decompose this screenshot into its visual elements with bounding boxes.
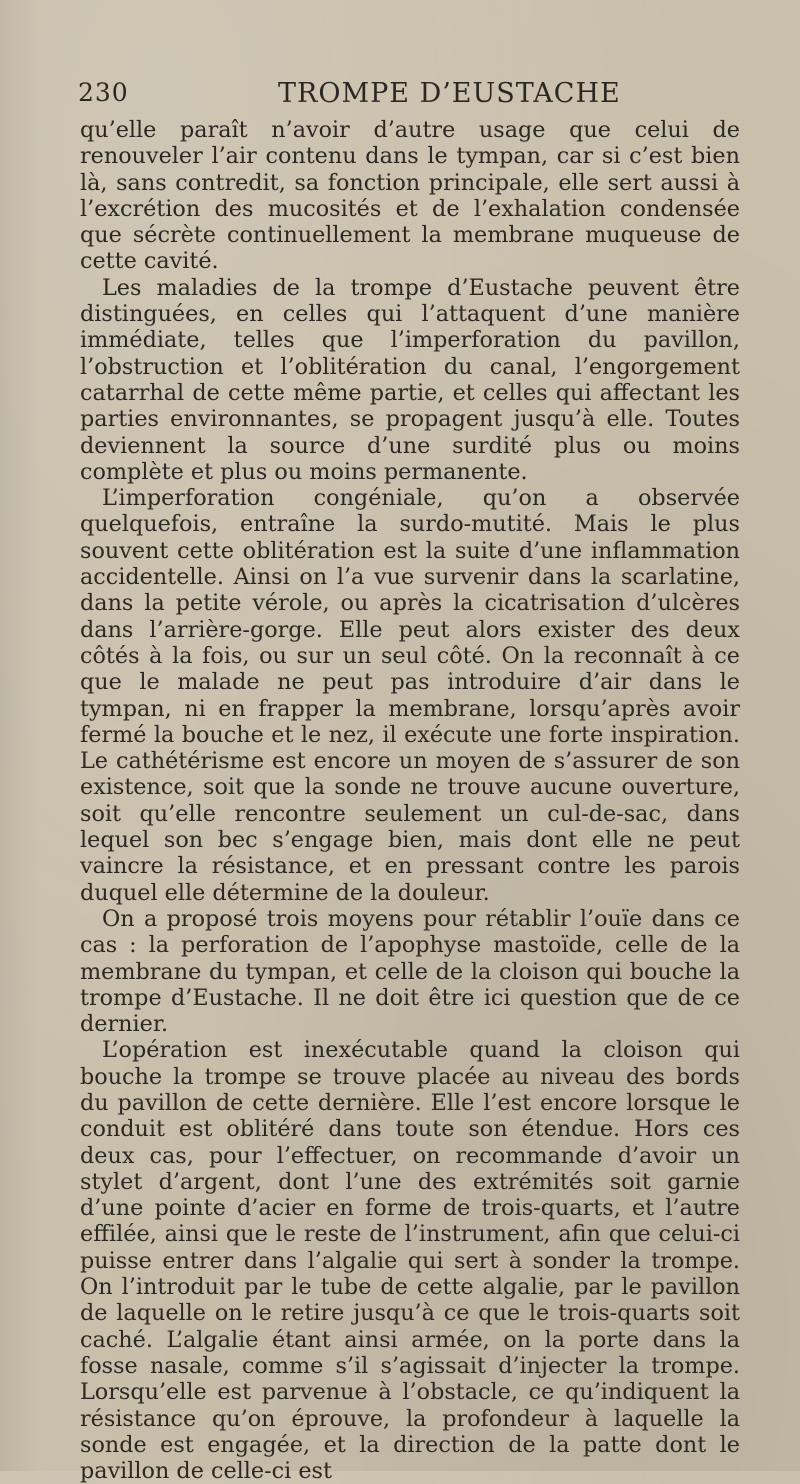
running-title: TROMPE D’EUSTACHE bbox=[278, 78, 621, 109]
paragraph-continuation: qu’elle paraît n’avoir d’autre usage que celui de renouveler l’air contenu dans le tympan, car si c’est bien là, sans contredit, sa fonction principale, elle sert aussi à l’excrétion des mucosités et de l’exhalation condensée que sécrète continuellement la membrane muqueuse de cette cavité. bbox=[80, 117, 740, 275]
body-text bbox=[80, 117, 740, 1484]
page-header bbox=[78, 78, 738, 114]
paragraph-operation: L’opération est inexécutable quand la cloison qui bouche la trompe se trouve placée au niveau des bords du pavillon de cette dernière. Elle l’est encore lorsque le conduit est oblitéré dans toute son étendue. Hors ces deux cas, pour l’effectuer, on recommande d’avoir un stylet d’argent, dont l’une des extrémités soit garnie d’une pointe d’acier en forme de trois-quarts, et l’autre effilée, ainsi que le reste de l’instrument, afin que celui-ci puisse entrer dans l’algalie qui sert à sonder la trompe. On l’introduit par le tube de cette algalie, par le pavillon de laquelle on le retire jusqu’à ce que le trois-quarts soit caché. L’algalie étant ainsi armée, on la porte dans la fosse nasale, comme s’il s’agissait d’injecter la trompe. Lorsqu’elle est parvenue à l’obstacle, ce qu’indiquent la résistance qu’on éprouve, la profondeur à laquelle la sonde est engagée, et la direction de la patte dont le pavillon de celle-ci est bbox=[80, 1037, 740, 1484]
page-number: 230 bbox=[78, 78, 129, 107]
paragraph-moyens: On a proposé trois moyens pour rétablir l’ouïe dans ce cas : la perforation de l’apophyse mastoïde, celle de la membrane du tympan, et celle de la cloison qui bouche la trompe d’Eustache. Il ne doit être ici question que de ce dernier. bbox=[80, 905, 740, 1038]
paragraph-maladies: Les maladies de la trompe d’Eustache peuvent être distinguées, en celles qui l’attaquent d’une manière immédiate, telles que l’imperforation du pavillon, l’obstruction et l’oblitération du canal, l’engorgement catarrhal de cette même partie, et celles qui affectant les parties environnantes, se propagent jusqu’à elle. Toutes deviennent la source d’une surdité plus ou moins complète et plus ou moins permanente. bbox=[80, 274, 740, 485]
page-edge-shadow bbox=[0, 0, 40, 1471]
paragraph-imperforation: L’imperforation congéniale, qu’on a observée quelquefois, entraîne la surdo-mutité. Mais le plus souvent cette oblitération est la suite d’une inflammation accidentelle. Ainsi on l’a vue survenir dans la scarlatine, dans la petite vérole, ou après la cicatrisation d’ulcères dans l’arrière-gorge. Elle peut alors exister des deux côtés à la fois, ou sur un seul côté. On la reconnaît à ce que le malade ne peut pas introduire d’air dans le tympan, ni en frapper la membrane, lorsqu’après avoir fermé la bouche et le nez, il exécute une forte inspiration. Le cathétérisme est encore un moyen de s’assurer de son existence, soit que la sonde ne trouve aucune ouverture, soit qu’elle rencontre seulement un cul-de-sac, dans lequel son bec s’engage bien, mais dont elle ne peut vaincre la résistance, et en pressant contre les parois duquel elle détermine de la douleur. bbox=[80, 485, 740, 906]
